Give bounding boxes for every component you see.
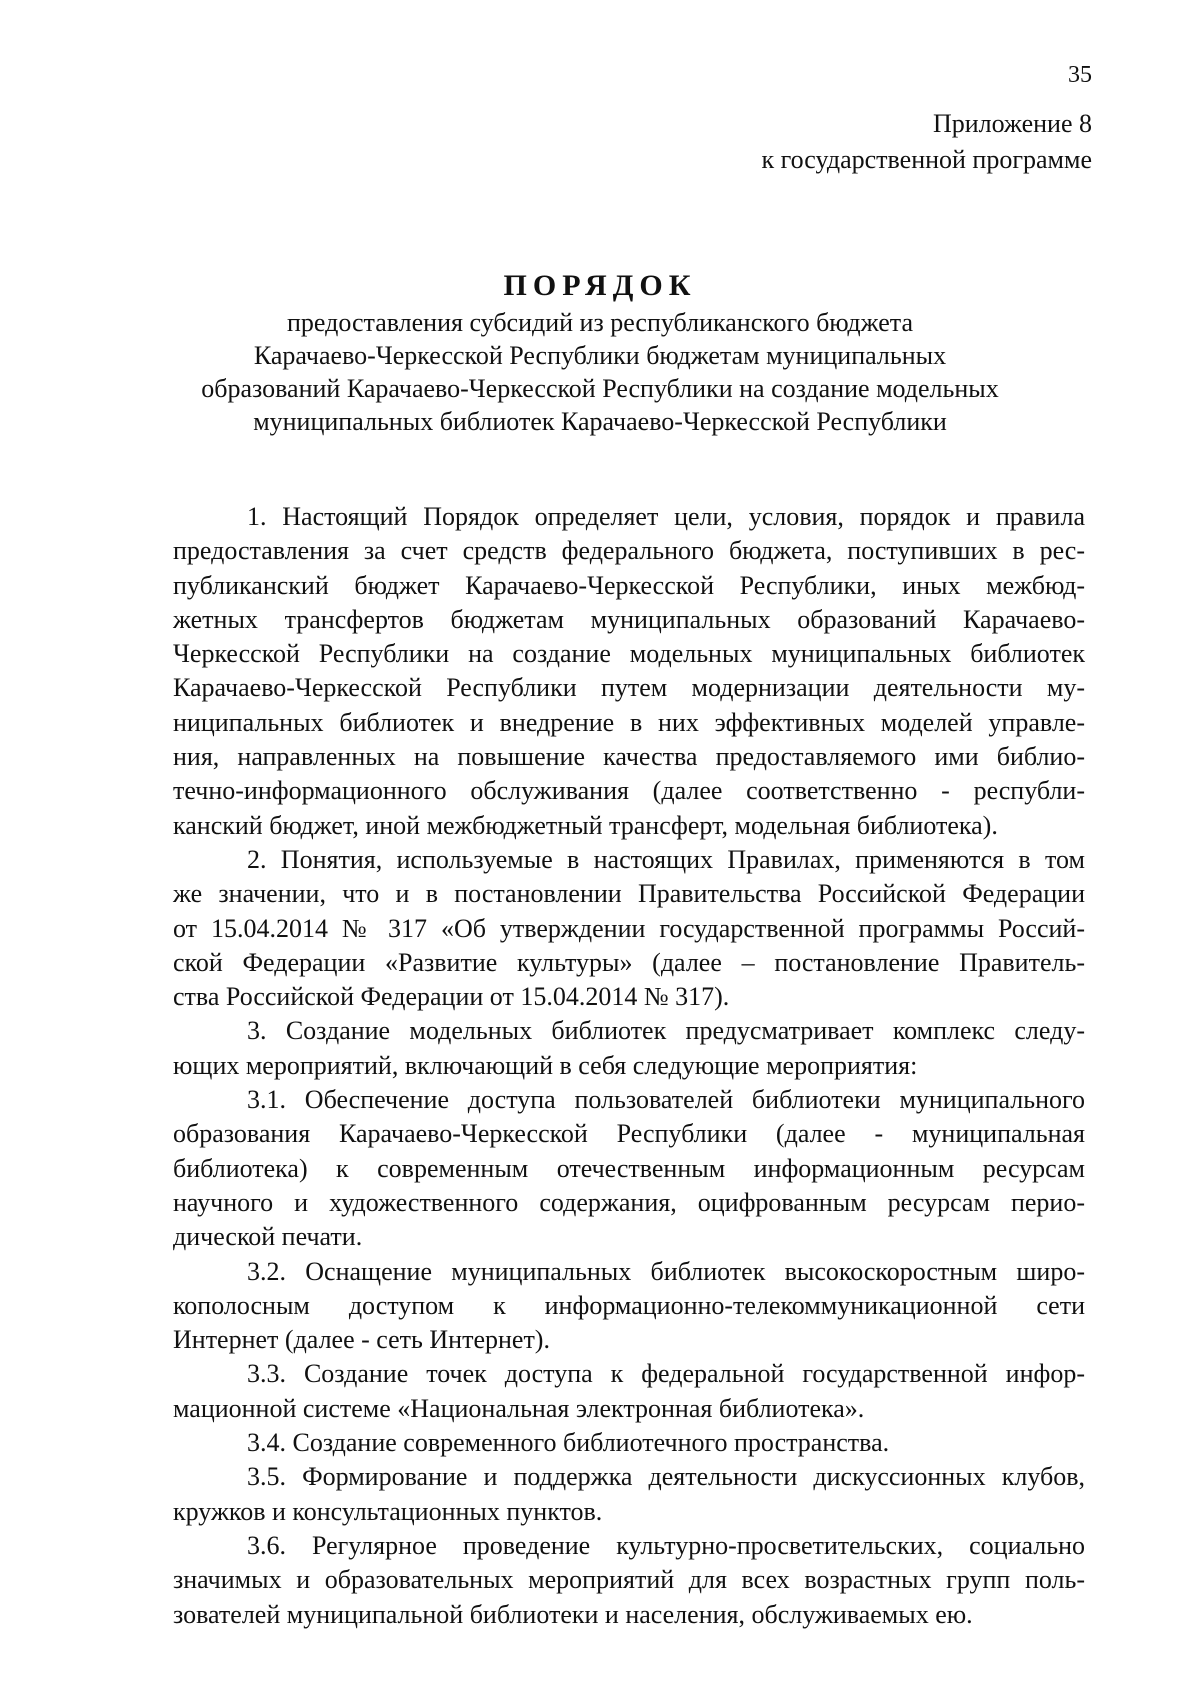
appendix-line: Приложение 8: [932, 109, 1092, 138]
subtitle-line: муниципальных библиотек Карачаево-Черкесской Республики: [253, 407, 947, 436]
paragraph-line: Черкесской Республики на создание модельных муниципальных библиотек: [173, 639, 1085, 669]
paragraph-line: 3.6. Регулярное проведение культурно-просветительских, социально: [247, 1530, 1085, 1560]
subtitle-line: предоставления субсидий из республиканского бюджета: [286, 308, 914, 337]
paragraph-line: кополосным доступом к информационно-телекоммуникационной сети: [173, 1290, 1085, 1320]
paragraph-line: зователей муниципальной библиотеки и населения, обслуживаемых ею.: [173, 1599, 973, 1629]
paragraph-line: публиканский бюджет Карачаево-Черкесской Республики, иных межбюд-: [173, 570, 1085, 600]
paragraph-line: мационной системе «Национальная электронная библиотека».: [173, 1393, 865, 1423]
paragraph: [173, 1357, 1085, 1426]
document-body: [173, 500, 1085, 1632]
subtitle-line: образований Карачаево-Черкесской Республики на создание модельных: [201, 374, 999, 403]
paragraph: [173, 1426, 1085, 1460]
paragraph-line: научного и художественного содержания, оцифрованным ресурсам перио-: [173, 1187, 1085, 1217]
paragraph-line: жетных трансфертов бюджетам муниципальных образований Карачаево-: [173, 604, 1085, 634]
paragraph: [173, 1014, 1085, 1083]
paragraph-line: значимых и образовательных мероприятий для всех возрастных групп поль-: [173, 1565, 1085, 1595]
paragraph-line: же значении, что и в постановлении Правительства Российской Федерации: [173, 879, 1085, 909]
paragraph-line: Интернет (далее - сеть Интернет).: [173, 1325, 550, 1355]
paragraph-line: библиотека) к современным отечественным информационным ресурсам: [173, 1153, 1085, 1183]
paragraph-line: ющих мероприятий, включающий в себя следующие мероприятия:: [173, 1050, 918, 1080]
paragraph-line: канский бюджет, иной межбюджетный трансферт, модельная библиотека).: [173, 810, 998, 840]
paragraph: [173, 1255, 1085, 1358]
paragraph: [173, 500, 1085, 843]
document-title: ПОРЯДОК: [503, 269, 697, 302]
paragraph: [173, 1460, 1085, 1529]
document-subtitle: [150, 306, 1050, 438]
appendix-line: к государственной программе: [761, 145, 1092, 174]
paragraph-line: 3.4. Создание современного библиотечного пространства.: [247, 1428, 890, 1458]
paragraph: [173, 843, 1085, 1014]
paragraph-line: 3.2. Оснащение муниципальных библиотек высокоскоростным широ-: [247, 1256, 1085, 1286]
paragraph-line: ния, направленных на повышение качества предоставляемого ими библио-: [173, 742, 1085, 772]
paragraph: [173, 1529, 1085, 1632]
appendix-note: [762, 106, 1093, 178]
paragraph-line: кружков и консультационных пунктов.: [173, 1496, 603, 1526]
page-number: 35: [1068, 62, 1092, 88]
paragraph-line: 1. Настоящий Порядок определяет цели, условия, порядок и правила: [247, 502, 1085, 531]
paragraph-line: 2. Понятия, используемые в настоящих Правилах, применяются в том: [247, 844, 1085, 874]
paragraph-line: 3.1. Обеспечение доступа пользователей библиотеки муниципального: [247, 1085, 1085, 1115]
paragraph-line: 3. Создание модельных библиотек предусматривает комплекс следу-: [247, 1016, 1085, 1046]
paragraph-line: ства Российской Федерации от 15.04.2014 № 317).: [173, 982, 730, 1012]
paragraph-line: предоставления за счет средств федерального бюджета, поступивших в рес-: [173, 536, 1085, 566]
subtitle-line: Карачаево-Черкесской Республики бюджетам муниципальных: [253, 341, 947, 370]
paragraph: [173, 1083, 1085, 1254]
paragraph-line: 3.5. Формирование и поддержка деятельности дискуссионных клубов,: [247, 1462, 1085, 1492]
paragraph-line: ской Федерации «Развитие культуры» (далее – постановление Правитель-: [173, 947, 1085, 977]
paragraph-line: ниципальных библиотек и внедрение в них эффективных моделей управле-: [173, 707, 1085, 737]
paragraph-line: Карачаево-Черкесской Республики путем модернизации деятельности му-: [173, 673, 1085, 703]
paragraph-line: от 15.04.2014 № 317 «Об утверждении государственной программы Россий-: [173, 913, 1085, 943]
paragraph-line: дической печати.: [173, 1222, 363, 1252]
paragraph-line: образования Карачаево-Черкесской Республики (далее - муниципальная: [173, 1119, 1085, 1149]
paragraph-line: течно-информационного обслуживания (далее соответственно - республи-: [173, 776, 1085, 806]
paragraph-line: 3.3. Создание точек доступа к федеральной государственной инфор-: [247, 1359, 1085, 1389]
